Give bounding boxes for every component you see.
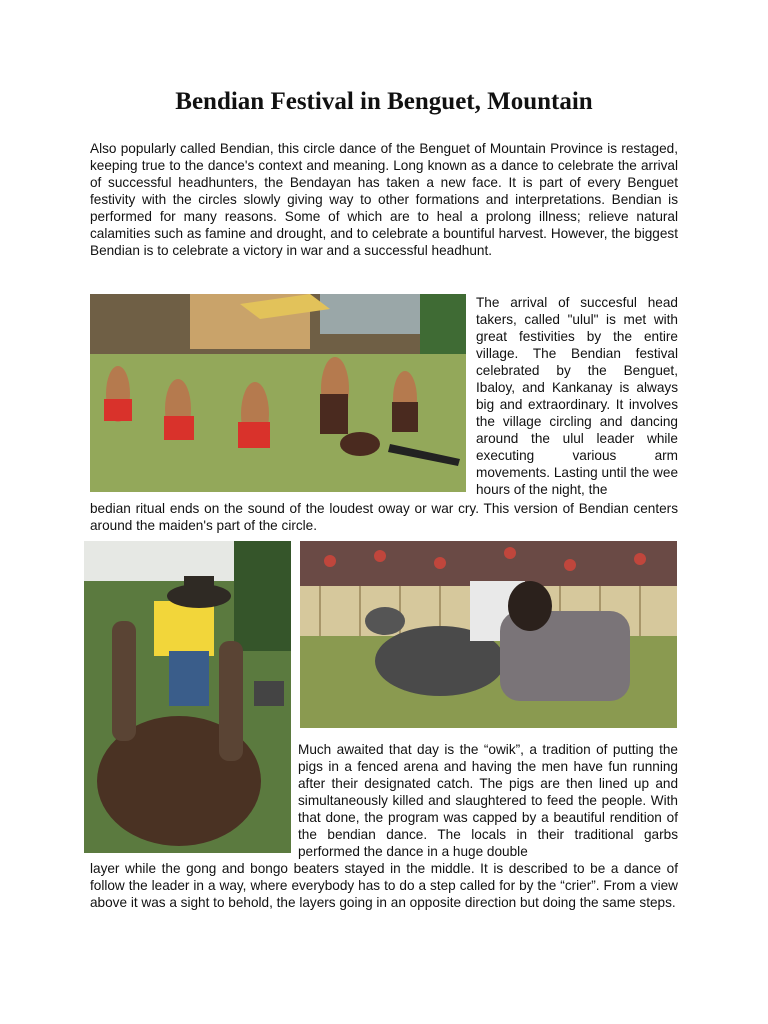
bendian-dancers-photo [90,294,466,492]
arrival-paragraph-full: bedian ritual ends on the sound of the loudest oway or war cry. This version of Bendian centers around the maiden's part of the circle. [90,501,678,533]
pig-roasting-photo [84,541,291,853]
intro-paragraph: Also popularly called Bendian, this circle dance of the Benguet of Mountain Province is restaged, keeping true to the dance's context and meaning. Long known as a dance to celebrate the arrival of successful headhunters, the Bendayan has taken a new face. It is part of every Benguet festivity with the circles slowly giving way to other formations and interpretations. Bendian is performed for many reasons. Some of which are to heal a prolong illness; relieve natural calamities such as famine and drought, and to celebrate a bountiful harvest. However, the biggest Bendian is to celebrate a victory in war and a successful headhunt. [90,141,678,258]
owik-paragraph-full: layer while the gong and bongo beaters stayed in the middle. It is described to be a dance of follow the leader in a way, where everybody has to do a step called for by the “crier”. From a view above it was a sight to behold, the layers going in an opposite direction but doing the same steps. [90,861,678,910]
page-title: Bendian Festival in Benguet, Mountain [175,88,593,115]
owik-paragraph-side: Much awaited that day is the “owik”, a tradition of putting the pigs in a fenced arena and having the men have fun running after their designated catch. The pigs are then lined up and simultaneously killed and slaughtered to feed the people. With that done, the program was capped by a beautiful rendition of the bendian dance. The locals in their traditional garbs performed the dance in a huge double [298,742,678,859]
arrival-paragraph-side: The arrival of succesful head takers, called "ulul" is met with great festivities by the entire village. The Bendian festival celebrated by the Benguet, Ibaloy, and Kankanay is always big and extraordinary. It involves the village circling and dancing around the ulul leader while executing various arm movements. Lasting until the wee hours of the night, the [476,295,678,497]
pig-catching-photo [300,541,677,728]
